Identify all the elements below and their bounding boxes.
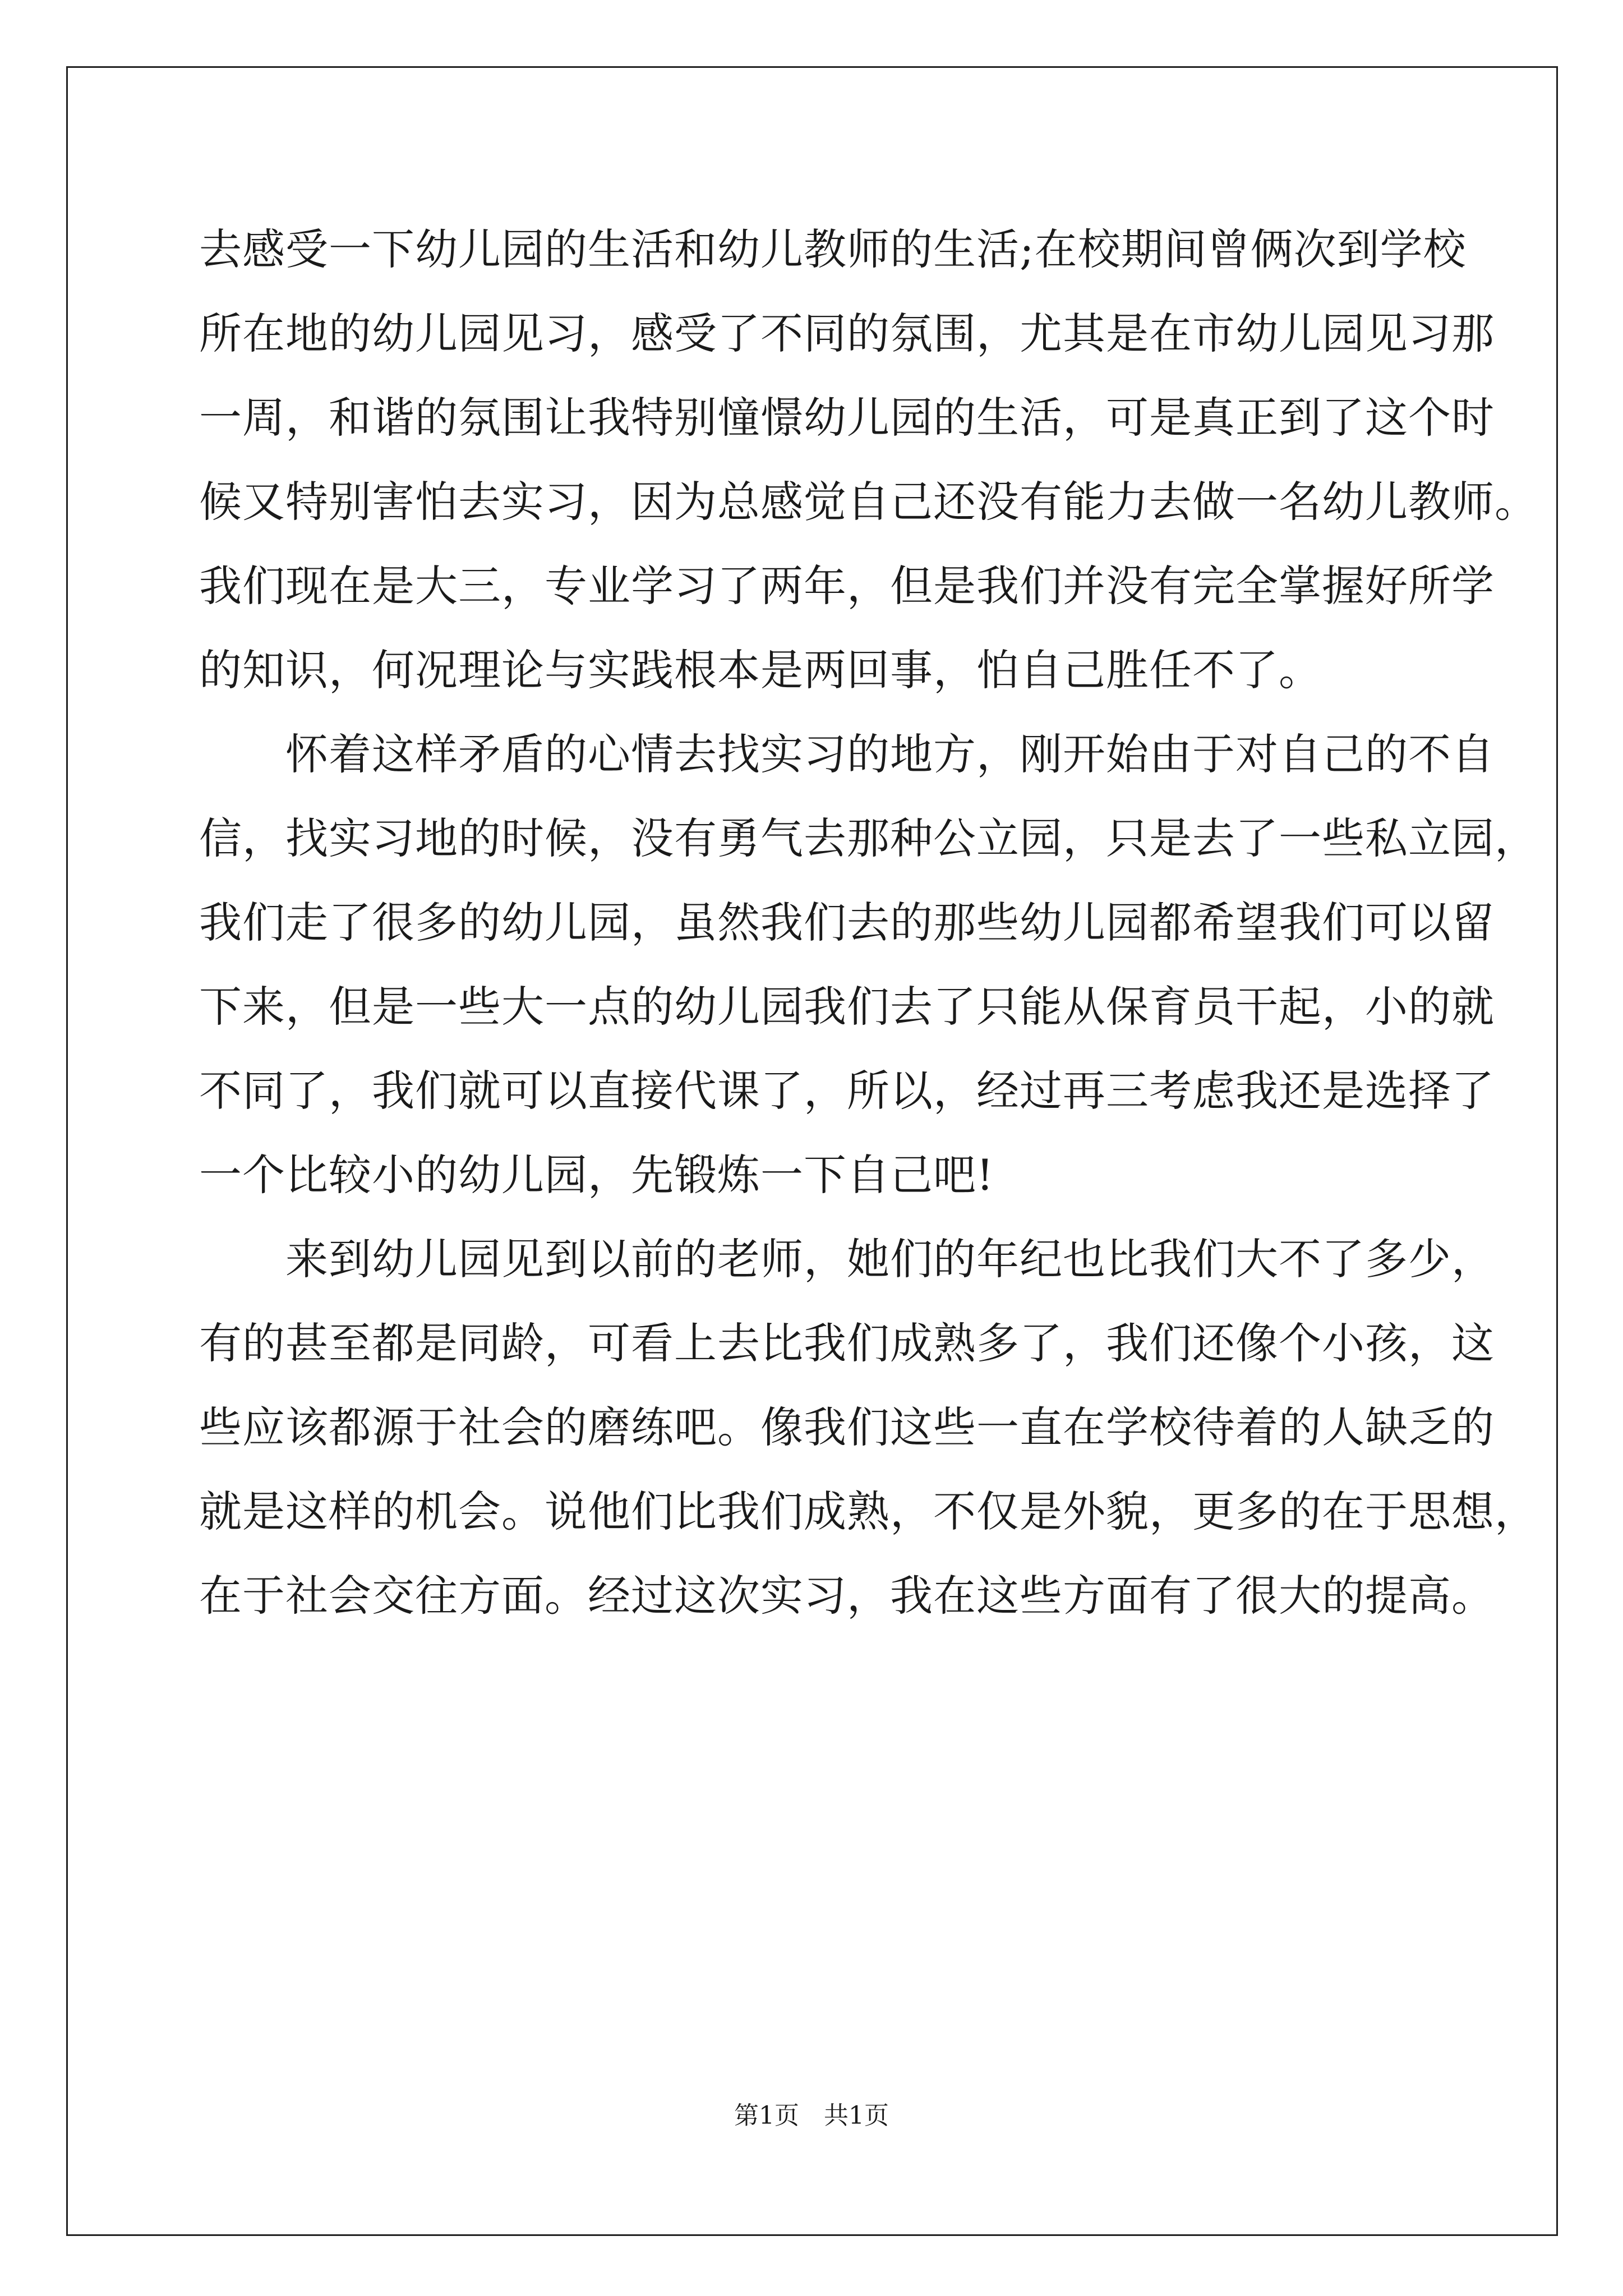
text-line: 怀着这样矛盾的心情去找实习的地方，刚开始由于对自己的不自 xyxy=(199,729,1495,779)
text-line: 一周，和谐的氛围让我特别憧憬幼儿园的生活，可是真正到了这个时 xyxy=(199,393,1495,443)
text-line: 信，找实习地的时候，没有勇气去那种公立园，只是去了一些私立园， xyxy=(199,813,1538,863)
text-line: 去感受一下幼儿园的生活和幼儿教师的生活;在校期间曾俩次到学校 xyxy=(199,224,1467,274)
text-line: 来到幼儿园见到以前的老师，她们的年纪也比我们大不了多少， xyxy=(199,1234,1495,1284)
text-line: 在于社会交往方面。经过这次实习，我在这些方面有了很大的提高。 xyxy=(199,1571,1495,1621)
text-line: 我们走了很多的幼儿园，虽然我们去的那些幼儿园都希望我们可以留 xyxy=(199,898,1495,947)
text-line: 有的甚至都是同龄，可看上去比我们成熟多了，我们还像个小孩，这 xyxy=(199,1318,1495,1368)
page-footer: 第1页 共1页 xyxy=(734,2101,889,2130)
text-line: 不同了，我们就可以直接代课了，所以，经过再三考虑我还是选择了 xyxy=(199,1066,1495,1116)
text-line: 我们现在是大三，专业学习了两年，但是我们并没有完全掌握好所学 xyxy=(199,561,1495,611)
text-line: 些应该都源于社会的磨练吧。像我们这些一直在学校待着的人缺乏的 xyxy=(199,1402,1495,1452)
text-line: 就是这样的机会。说他们比我们成熟，不仅是外貌，更多的在于思想， xyxy=(199,1487,1538,1536)
text-line: 所在地的幼儿园见习，感受了不同的氛围，尤其是在市幼儿园见习那 xyxy=(199,309,1495,358)
text-line: 的知识，何况理论与实践根本是两回事，怕自己胜任不了。 xyxy=(199,645,1322,695)
text-line: 候又特别害怕去实习，因为总感觉自己还没有能力去做一名幼儿教师。 xyxy=(199,477,1538,527)
document-body xyxy=(199,208,1538,1638)
text-line: 一个比较小的幼儿园，先锻炼一下自己吧! xyxy=(199,1150,994,1200)
text-line: 下来，但是一些大一点的幼儿园我们去了只能从保育员干起，小的就 xyxy=(199,982,1495,1032)
